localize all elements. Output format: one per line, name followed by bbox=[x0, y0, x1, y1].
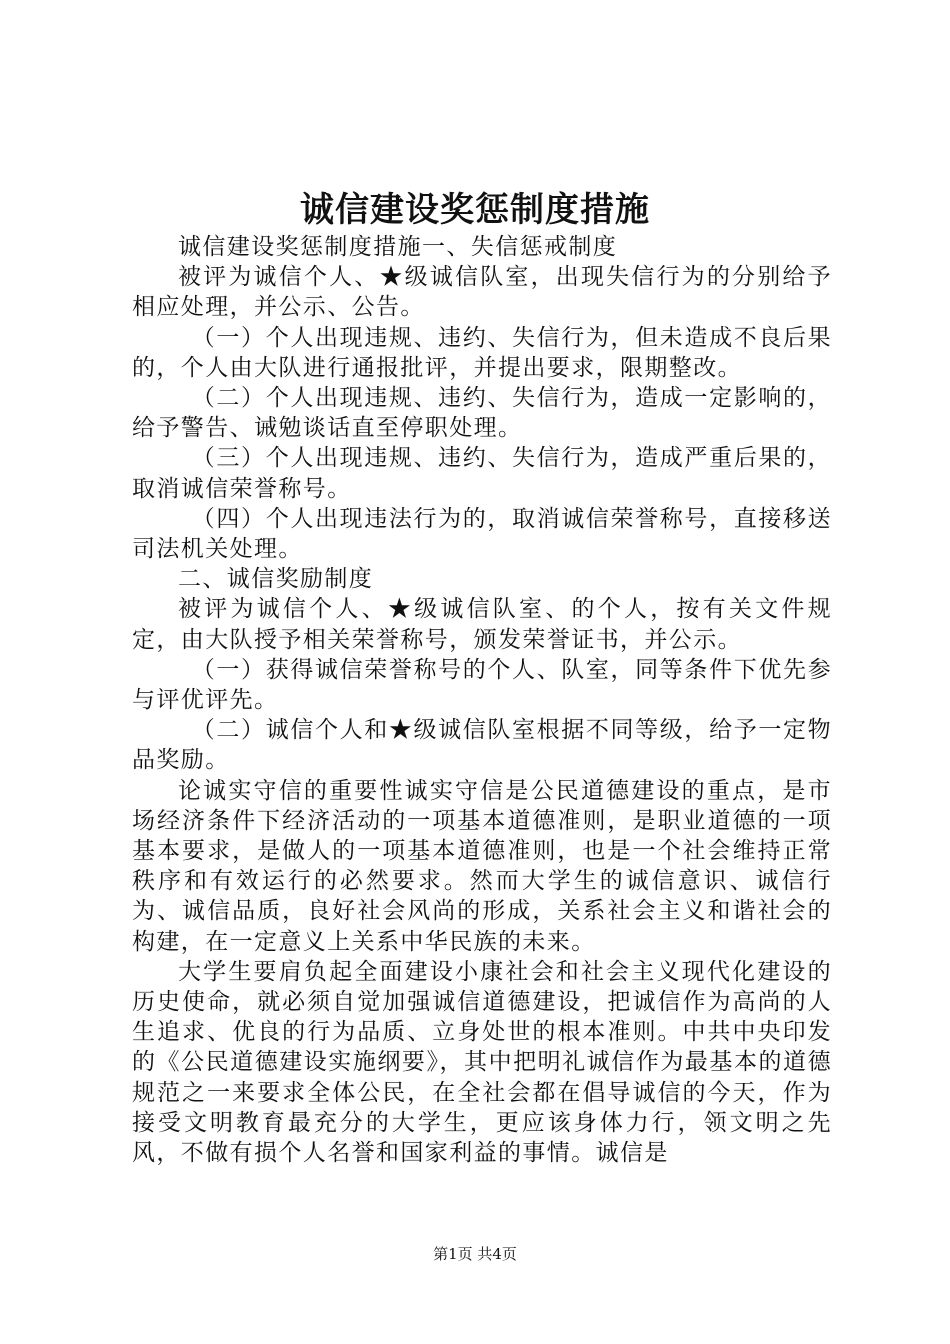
paragraph-reward-item-1: （一）获得诚信荣誉称号的个人、队室，同等条件下优先参与评优评先。 bbox=[132, 656, 832, 714]
paragraph-essay-2: 大学生要肩负起全面建设小康社会和社会主义现代化建设的历史使命，就必须自觉加强诚信道德建设，把诚信作为高尚的人生追求、优良的行为品质、立身处世的根本准则。中共中央印发的《公民道德建设实施纲要》，其中把明礼诚信作为最基本的道德规范之一来要求全体公民，在全社会都在倡导诚信的今天，作为接受文明教育最充分的大学生，更应该身体力行，领文明之先风，不做有损个人名誉和国家利益的事情。诚信是 bbox=[132, 958, 832, 1167]
paragraph-intro-heading: 诚信建设奖惩制度措施一、失信惩戒制度 bbox=[178, 234, 618, 260]
paragraph-penalty-item-3: （三）个人出现违规、违约、失信行为，造成严重后果的，取消诚信荣誉称号。 bbox=[132, 445, 832, 502]
paragraph-reward-item-2: （二）诚信个人和★级诚信队室根据不同等级，给予一定物品奖励。 bbox=[132, 717, 832, 774]
paragraph-penalty-item-4: （四）个人出现违法行为的，取消诚信荣誉称号，直接移送司法机关处理。 bbox=[132, 505, 832, 563]
paragraph-reward-heading: 二、诚信奖励制度 bbox=[178, 566, 374, 593]
paragraph-penalty-summary: 被评为诚信个人、★级诚信队室，出现失信行为的分别给予相应处理，并公示、公告。 bbox=[132, 264, 832, 321]
paragraph-essay-1: 论诚实守信的重要性诚实守信是公民道德建设的重点，是市场经济条件下经济活动的一项基本道德准则，是职业道德的一项基本要求，是做人的一项基本道德准则，也是一个社会维持正常秩序和有效运行的必然要求。然而大学生的诚信意识、诚信行为、诚信品质，良好社会风尚的形成，关系社会主义和谐社会的构建，在一定意义上关系中华民族的未来。 bbox=[132, 777, 832, 955]
page-number-footer: 第1页 共4页 bbox=[433, 1245, 517, 1263]
paragraph-reward-summary: 被评为诚信个人、★级诚信队室、的个人，按有关文件规定，由大队授予相关荣誉称号，颁发荣誉证书，并公示。 bbox=[132, 596, 832, 653]
document-title: 诚信建设奖惩制度措施 bbox=[300, 190, 650, 230]
paragraph-penalty-item-2: （二）个人出现违规、违约、失信行为，造成一定影响的，给予警告、诫勉谈话直至停职处理。 bbox=[132, 385, 832, 442]
paragraph-penalty-item-1: （一）个人出现违规、违约、失信行为，但未造成不良后果的，个人由大队进行通报批评，并提出要求，限期整改。 bbox=[132, 324, 832, 381]
document-body bbox=[132, 232, 832, 1168]
